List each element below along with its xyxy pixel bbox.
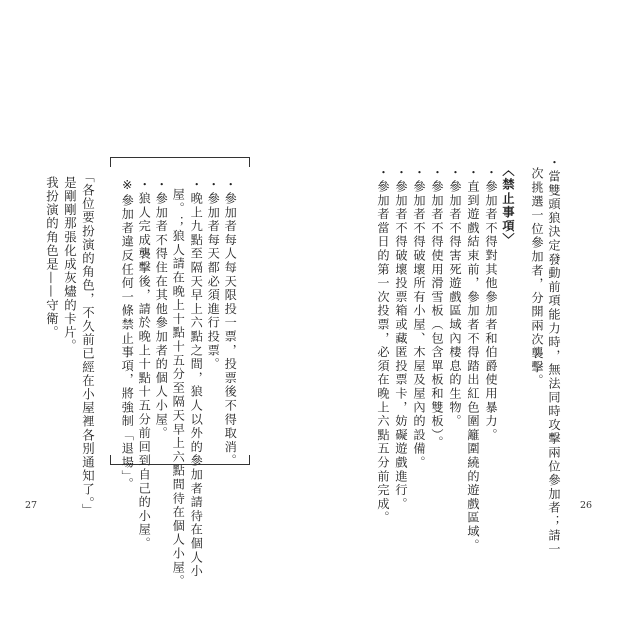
page-number: 27 (25, 500, 38, 511)
rule-item: ・參加者不得害死遊戲區域內棲息的生物。 (448, 166, 462, 429)
box-corner (110, 455, 111, 465)
section-heading: 〈禁止事項〉 (501, 164, 515, 247)
box-rule-item: ・參加者每人每天限投一票，投票後不得取消。 (223, 178, 238, 468)
rule-item: ・參加者不得使用滑雪板（包含單板和雙板）。 (430, 166, 444, 450)
box-rule-item: ・晚上九點至隔天早上六點之間，狼人以外的參加者請待在個人小 (189, 178, 204, 579)
box-corner (249, 455, 250, 465)
rule-item: ・直到遊戲結束前，參加者不得踏出紅色圍籬圍繞的遊戲區域。 (466, 166, 480, 553)
narrative-line: 我扮演的角色是——守衛。 (44, 176, 60, 340)
rule-item: ・參加者不得對其他參加者和伯爵使用暴力。 (484, 166, 498, 442)
box-rule-item: 屋。；狼人請在晚上十點十五分至隔天早上六點間待在個人小屋。 (171, 188, 186, 589)
rule-item: ・參加者不得破壞所有小屋、木屋及屋內的設備。 (412, 166, 426, 470)
narrative-line: 「各位要扮演的角色，不久前已經在小屋裡各別通知了。」 (80, 170, 96, 518)
rule-item: ・參加者不得破壞投票箱或藏匿投票卡，妨礙遊戲進行。 (394, 166, 408, 511)
box-corner (249, 157, 250, 167)
box-rule-item: ・參加者每天都必須進行投票。 (206, 178, 221, 372)
box-corner (110, 157, 111, 167)
box-rule-item: ・狼人完成襲擊後，請於晚上十點十五分前回到自己的小屋。 (137, 178, 152, 551)
box-rule-item: ※參加者違反任何一條禁止事項，將強制「退場」。 (120, 178, 135, 492)
box-rule-item: ・參加者不得住在其他參加者的個人小屋。 (154, 178, 169, 441)
page-number: 26 (580, 500, 593, 511)
text-column: ・當雙頭狼決定發動前項能力時，無法同時攻擊兩位參加者；請一 (547, 156, 561, 557)
narrative-line: 是剛剛那張化成灰燼的卡片。 (62, 176, 78, 353)
box-top-border (110, 157, 250, 158)
rule-item: ・參加者當日的第一次投票，必須在晚上六點五分前完成。 (376, 166, 390, 525)
text-column: 次挑選一位參加者，分開兩次襲擊。 (530, 167, 544, 388)
